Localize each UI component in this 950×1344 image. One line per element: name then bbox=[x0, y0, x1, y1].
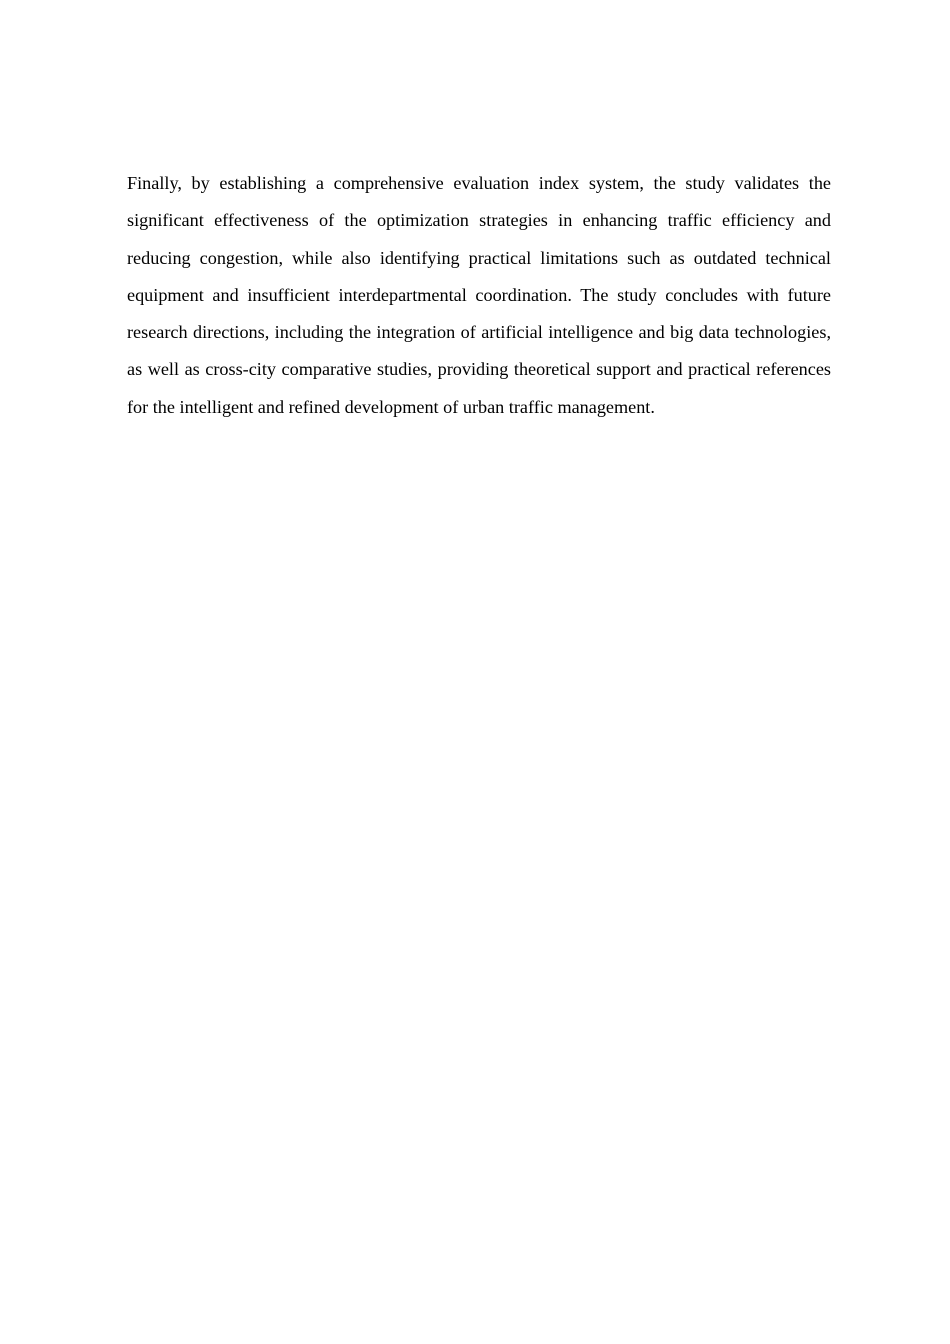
body-paragraph: Finally, by establishing a comprehensive evaluation index system, the study validates the significant effectiveness of the optimization strategies in enhancing traffic efficiency and reducing congestion, while also identifying practical limitations such as outdated technical equipment and insufficient interdepartmental coordination. The study concludes with future research directions, including the integration of artificial intelligence and big data technologies, as well as cross-city comparative studies, providing theoretical support and practical references for the intelligent and refined development of urban traffic management. bbox=[127, 173, 831, 417]
